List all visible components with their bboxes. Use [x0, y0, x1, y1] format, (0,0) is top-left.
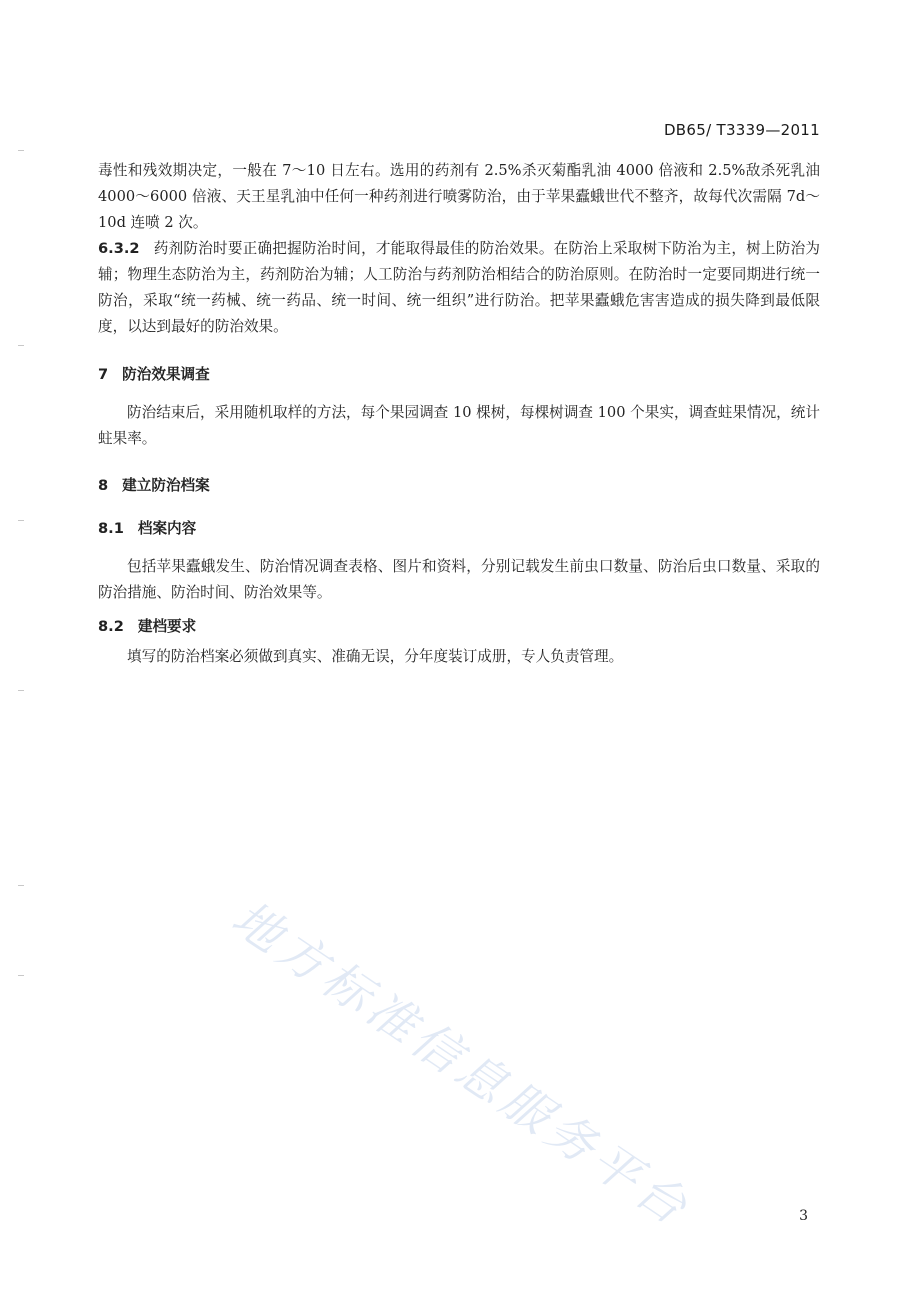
standard-code: DB65/ T3339—2011 — [663, 121, 820, 139]
scan-margin-mark — [18, 345, 24, 346]
section-8-heading — [98, 473, 820, 499]
scan-margin-mark — [18, 885, 24, 886]
scan-margin-mark — [18, 150, 24, 151]
section-8-1-heading — [98, 516, 820, 542]
section-number: 8 — [98, 477, 109, 494]
document-body — [98, 158, 820, 670]
section-number: 7 — [98, 366, 109, 383]
continued-paragraph: 毒性和残效期决定，一般在 7～10 日左右。选用的药剂有 2.5%杀灭菊酯乳油 4000 倍液和 2.5%敌杀死乳油 4000～6000 倍液、天王星乳油中任何一种药剂进行喷雾防治，由于苹果蠹蛾世代不整齐，故每代次需隔 7d～10d 连喷 2 次。 — [98, 162, 820, 231]
subsection-number: 8.1 — [98, 520, 124, 537]
clause-6-3-2 — [98, 236, 820, 340]
watermark-text: 地方标准信息服务平台 — [221, 890, 701, 1239]
subsection-title: 档案内容 — [137, 520, 197, 537]
clause-text: 药剂防治时要正确把握防治时间，才能取得最佳的防治效果。在防治上采取树下防治为主，树上防治为辅；物理生态防治为主，药剂防治为辅；人工防治与药剂防治相结合的防治原则。在防治时一定要同期进行统一防治，采取“统一药械、统一药品、统一时间、统一组织”进行防治。把苹果蠹蛾危害害造成的损失降到最低限度，以达到最好的防治效果。 — [98, 240, 820, 335]
section-title: 防治效果调查 — [122, 366, 210, 383]
page-number: 3 — [799, 1208, 808, 1224]
subsection-title: 建档要求 — [137, 618, 197, 635]
section-8-1-body: 包括苹果蠹蛾发生、防治情况调查表格、图片和资料，分别记载发生前虫口数量、防治后虫口数量、采取的防治措施、防治时间、防治效果等。 — [98, 558, 820, 601]
section-title: 建立防治档案 — [122, 477, 210, 494]
section-8-2-heading — [98, 614, 820, 640]
scan-margin-mark — [18, 975, 24, 976]
section-7-heading — [98, 362, 820, 388]
subsection-number: 8.2 — [98, 618, 124, 635]
section-7-body: 防治结束后，采用随机取样的方法，每个果园调查 10 棵树，每棵树调查 100 个果实，调查蛀果情况，统计蛀果率。 — [98, 404, 820, 447]
scan-margin-mark — [18, 690, 24, 691]
section-8-2-body: 填写的防治档案必须做到真实、准确无误，分年度装订成册，专人负责管理。 — [127, 648, 624, 665]
scan-margin-mark — [18, 520, 24, 521]
clause-number: 6.3.2 — [98, 240, 140, 257]
